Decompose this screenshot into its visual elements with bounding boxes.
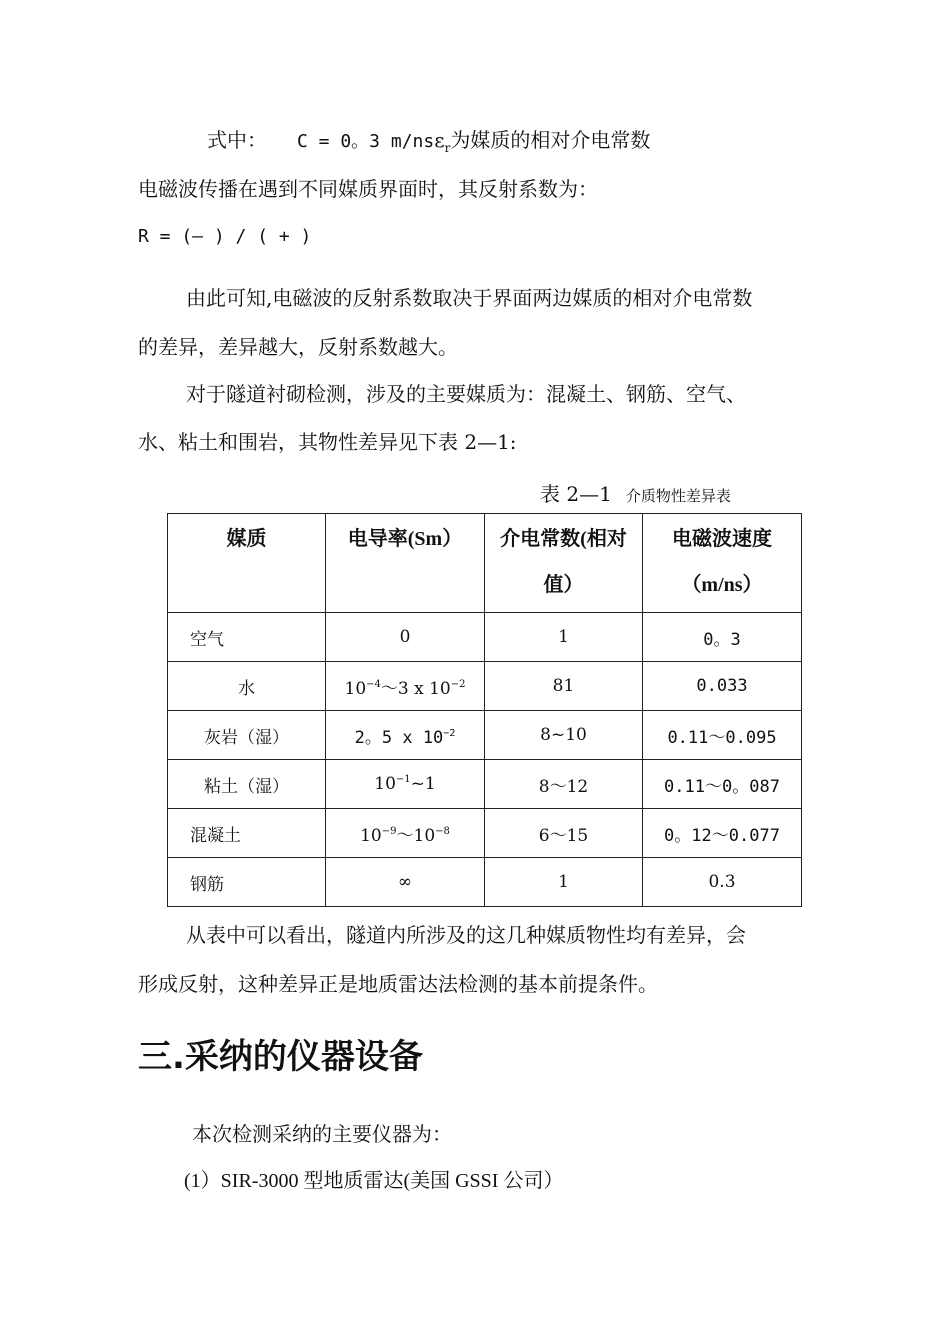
paragraph-media-line1: 对于隧道衬砌检测，涉及的主要媒质为：混凝土、钢筋、空气、	[186, 382, 746, 406]
paragraph-conclusion-line1: 从表中可以看出，隧道内所涉及的这几种媒质物性均有差异，会	[186, 923, 746, 947]
table-row	[168, 662, 802, 711]
cell-medium: 空气	[168, 613, 326, 662]
formula-suffix: 为媒质的相对介电常数	[450, 128, 651, 152]
table-caption-number: 表 2—1	[540, 482, 612, 506]
table-row	[168, 760, 802, 809]
table-row	[168, 858, 802, 907]
cell-permittivity: 1	[485, 613, 643, 662]
formula-prefix: 式中：	[207, 128, 267, 152]
formula-c-value: C = 0。3 m/ns	[297, 131, 435, 152]
cell-conductivity: ∞	[326, 858, 485, 907]
cell-permittivity: 6～15	[485, 809, 643, 858]
paragraph-depends-line1: 由此可知,电磁波的反射系数取决于界面两边媒质的相对介电常数	[186, 286, 753, 310]
cell-medium: 粘土（湿）	[168, 760, 326, 809]
table-row	[168, 613, 802, 662]
cell-velocity: 0。12～0.077	[643, 809, 802, 858]
cell-medium: 钢筋	[168, 858, 326, 907]
table-row	[168, 711, 802, 760]
table-caption	[540, 478, 731, 507]
cell-medium: 混凝土	[168, 809, 326, 858]
cell-velocity: 0.11～0。087	[643, 760, 802, 809]
cell-permittivity: 1	[485, 858, 643, 907]
table-caption-title: 介质物性差异表	[625, 487, 731, 505]
paragraph-media-line2: 水、粘土和围岩，其物性差异见下表 2—1:	[138, 430, 517, 454]
formula-epsilon: ε	[434, 128, 445, 152]
section-heading: 三.采纳的仪器设备	[138, 1037, 423, 1077]
cell-velocity: 0.3	[643, 858, 802, 907]
formula-epsilon-sub: r	[444, 141, 451, 155]
cell-conductivity: $10^{-9}\sim 10^{-8}$	[326, 809, 485, 858]
cell-permittivity: 81	[485, 662, 643, 711]
cell-medium: 水	[168, 662, 326, 711]
formula-reflection: R = (— ) / ( + )	[138, 226, 312, 247]
cell-velocity: 0。3	[643, 613, 802, 662]
table-header-row	[168, 514, 802, 613]
formula-line	[207, 126, 650, 162]
cell-velocity: 0.033	[643, 662, 802, 711]
paragraph-conclusion-line2: 形成反射，这种差异正是地质雷达法检测的基本前提条件。	[138, 972, 658, 996]
cell-velocity: 0.11～0.095	[643, 711, 802, 760]
paragraph-instruments: 本次检测采纳的主要仪器为：	[192, 1122, 452, 1146]
header-medium: 媒质	[168, 514, 326, 613]
cell-conductivity: 0	[326, 613, 485, 662]
cell-medium: 灰岩（湿）	[168, 711, 326, 760]
cell-conductivity: $10^{-4}\sim 3$ x $10^{-2}$	[326, 662, 485, 711]
header-conductivity: 电导率(Sm）	[326, 514, 485, 613]
table-row	[168, 809, 802, 858]
cell-permittivity: 8~10	[485, 711, 643, 760]
cell-permittivity: 8～12	[485, 760, 643, 809]
header-permittivity: 介电常数(相对 值）	[485, 514, 643, 613]
cell-conductivity: $10^{-1}\sim 1$	[326, 760, 485, 809]
cell-conductivity: 2。5 x $10^{-2}$	[326, 711, 485, 760]
paragraph-reflection-intro: 电磁波传播在遇到不同媒质界面时，其反射系数为：	[138, 177, 598, 201]
instrument-item-1: (1）SIR-3000 型地质雷达(美国 GSSI 公司）	[184, 1170, 564, 1192]
media-properties-table	[167, 513, 802, 907]
paragraph-depends-line2: 的差异，差异越大，反射系数越大。	[138, 335, 458, 359]
header-velocity: 电磁波速度 （m/ns）	[643, 514, 802, 613]
